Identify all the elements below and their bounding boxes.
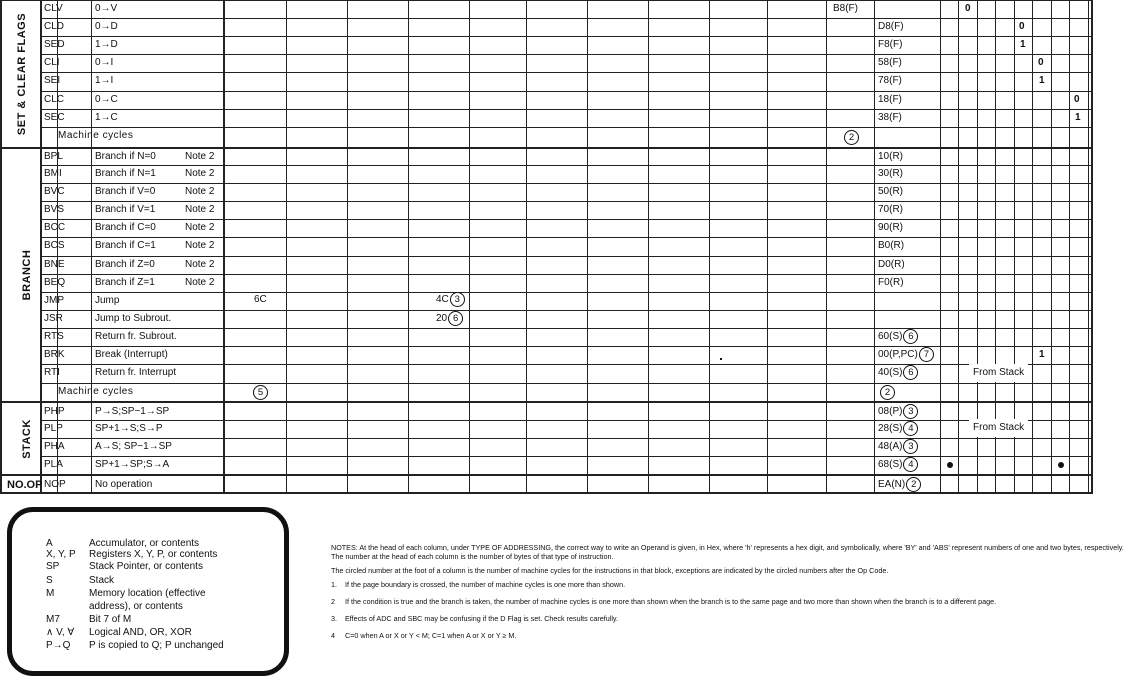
cycles-circle: 2 — [906, 477, 921, 492]
mnemonic-cell: CLC — [44, 94, 65, 105]
mnemonic-cell: PLP — [44, 423, 63, 434]
operation-cell: Jump — [95, 295, 120, 306]
opcode-cell — [878, 148, 903, 166]
mnemonic-cell: JMP — [44, 295, 64, 306]
machine-cycles-label: Machine cycles — [58, 386, 134, 397]
opcode-value: 00(P,PC) — [878, 349, 918, 360]
column-divider — [469, 0, 470, 494]
operation-cell: Branch if Z=1 — [95, 277, 155, 288]
opcode-cell — [878, 165, 903, 183]
operation-cell: No operation — [95, 479, 153, 490]
mnemonic-cell: NOP — [44, 479, 66, 490]
operation-cell: Branch if N=1 — [95, 168, 156, 179]
row-divider — [40, 420, 1092, 421]
opcode-value: 10(R) — [878, 151, 904, 162]
opcode-cell — [878, 456, 918, 474]
operation-cell: A→S; SP−1→SP — [95, 441, 172, 452]
operation-cell: 0→D — [95, 21, 118, 32]
mnemonic-cell: SED — [44, 39, 65, 50]
legend-value: Bit 7 of M — [89, 614, 132, 625]
row-divider — [40, 91, 1092, 92]
jmp-absolute-code — [436, 291, 465, 309]
row-divider — [40, 346, 1092, 347]
row-divider — [40, 456, 1092, 457]
mnemonic-cell: RTS — [44, 331, 64, 342]
row-divider — [40, 54, 1092, 55]
opcode-cell — [878, 91, 902, 109]
flag-i-cli: 0 — [1038, 57, 1044, 68]
note-ref: Note 2 — [185, 204, 215, 215]
legend-key: M7 — [46, 614, 60, 625]
legend-value: Memory location (effective — [89, 588, 206, 599]
cycles-circle: 4 — [903, 421, 918, 436]
operation-cell: Jump to Subrout. — [95, 313, 172, 324]
note-text: Effects of ADC and SBC may be confusing if the D Flag is set. Check results carefully. — [345, 614, 618, 623]
legend-value: Accumulator, or contents — [89, 538, 200, 549]
opcode-value: 70(R) — [878, 204, 904, 215]
note-text: If the page boundary is crossed, the number of machine cycles is one more than shown. — [345, 580, 626, 589]
column-divider — [347, 0, 348, 494]
opcode-value: 60(S) — [878, 331, 903, 342]
opcode-value: 58(F) — [878, 57, 902, 68]
brk-mark — [720, 358, 722, 360]
row-divider — [40, 364, 1092, 365]
opcode-cell — [878, 72, 902, 90]
jmp-indirect-code: 6C — [254, 294, 267, 305]
machine-cycles-label: Machine cycles — [58, 130, 134, 141]
operation-cell: 0→V — [95, 3, 118, 14]
opcode-cell — [878, 219, 903, 237]
column-divider — [1051, 0, 1052, 494]
column-divider — [874, 0, 875, 494]
mnemonic-cell: JSR — [44, 313, 63, 324]
note-text: If the condition is true and the branch is taken, the number of machine cycles is one more than shown when the branch is to the same page and two more than shown when the branch is to a different page. — [345, 597, 997, 606]
opcode-cell — [878, 420, 918, 438]
mnemonic-cell: PHP — [44, 406, 65, 417]
column-divider — [767, 0, 768, 494]
cycles-circle-branch-indirect: 5 — [253, 385, 268, 400]
jsr-absolute-code — [436, 310, 463, 328]
flag-b-brk: 1 — [1039, 349, 1045, 360]
operation-cell: SP+1→S;S→P — [95, 423, 163, 434]
opcode-cell — [878, 201, 903, 219]
opcode-value: 50(R) — [878, 186, 904, 197]
cycles-circle: 3 — [450, 292, 465, 307]
mnemonic-cell: BNE — [44, 259, 65, 270]
operation-cell: Branch if V=0 — [95, 186, 156, 197]
section-label-no-op: NO.OP — [7, 479, 43, 491]
cycles-circle-branch-implied: 2 — [880, 385, 895, 400]
note-ref: Note 2 — [185, 277, 215, 288]
opcode-cell — [878, 364, 918, 382]
row-divider — [40, 328, 1092, 329]
operation-cell: Break (Interrupt) — [95, 349, 168, 360]
operation-cell: Return fr. Interrupt — [95, 367, 177, 378]
operation-cell: Branch if C=1 — [95, 240, 156, 251]
opcode-cell — [878, 256, 905, 274]
legend-key: M — [46, 588, 55, 599]
legend-key: A — [46, 538, 53, 549]
row-divider — [40, 292, 1092, 293]
opcode-value: 48(A) — [878, 441, 903, 452]
legend-key: ∧ V, ∀ — [46, 627, 75, 638]
mnemonic-cell: PLA — [44, 459, 63, 470]
opcode-value: F0(R) — [878, 277, 904, 288]
column-divider — [826, 0, 827, 494]
notes — [331, 543, 1131, 648]
opcode-value: 90(R) — [878, 222, 904, 233]
flag-d-sed: 1 — [1020, 39, 1026, 50]
column-divider — [648, 0, 649, 494]
note-item — [331, 631, 1131, 640]
row-divider — [40, 127, 1092, 128]
opcode-value: B0(R) — [878, 240, 905, 251]
column-divider — [286, 0, 287, 494]
row-divider — [40, 438, 1092, 439]
table-right-border — [1091, 0, 1093, 494]
operation-cell: P→S;SP−1→SP — [95, 406, 170, 417]
mnemonic-cell: BCS — [44, 240, 65, 251]
opcode-value: 68(S) — [878, 459, 903, 470]
row-divider — [40, 36, 1092, 37]
cycles-circle: 6 — [903, 329, 918, 344]
cycles-circle: 3 — [903, 404, 918, 419]
legend-key: SP — [46, 561, 60, 572]
note-ref: Note 2 — [185, 168, 215, 179]
flag-c-sec: 1 — [1075, 112, 1081, 123]
pla-z-flag-dot — [1058, 462, 1064, 468]
opcode-value: 28(S) — [878, 423, 903, 434]
operation-cell: Return fr. Subrout. — [95, 331, 177, 342]
legend-key: S — [46, 575, 53, 586]
opcode-value: 78(F) — [878, 75, 902, 86]
mnemonic-cell: BRK — [44, 349, 65, 360]
mnemonic-cell: PHA — [44, 441, 65, 452]
section-label-set-clear: SET & CLEAR FLAGS — [16, 12, 28, 136]
opcode-value: EA(N) — [878, 479, 906, 490]
row-divider — [40, 72, 1092, 73]
jmp-absolute-value: 4C — [436, 294, 449, 305]
plp-from-stack: From Stack — [969, 419, 1028, 437]
note-item — [331, 580, 1131, 589]
note-ref: Note 2 — [185, 222, 215, 233]
row-divider — [40, 310, 1092, 311]
jsr-absolute-value: 20 — [436, 313, 448, 324]
note-item — [331, 614, 1131, 623]
column-divider — [1032, 0, 1033, 494]
column-divider — [40, 0, 42, 494]
cycles-circle-set-clear: 2 — [844, 130, 859, 145]
operation-cell: Branch if N=0 — [95, 151, 156, 162]
note-number: 2 — [331, 597, 335, 606]
section-divider — [0, 474, 1092, 476]
operation-cell: 0→I — [95, 57, 114, 68]
opcode-cell — [833, 0, 858, 18]
opcode-cell — [878, 54, 902, 72]
note-ref: Note 2 — [185, 240, 215, 251]
opcode-value: 08(P) — [878, 406, 903, 417]
opcode-value: 40(S) — [878, 367, 903, 378]
column-divider — [940, 0, 941, 494]
legend-value: Stack — [89, 575, 115, 586]
note-number: 3. — [331, 614, 337, 623]
table-bottom-border — [0, 492, 1092, 494]
operation-cell: Branch if C=0 — [95, 222, 156, 233]
operation-cell: 1→I — [95, 75, 114, 86]
mnemonic-cell: BVS — [44, 204, 65, 215]
note-number: 1. — [331, 580, 337, 589]
row-divider — [40, 18, 1092, 19]
opcode-cell — [878, 476, 921, 494]
operation-cell: Branch if V=1 — [95, 204, 156, 215]
legend-value: P is copied to Q; P unchanged — [89, 640, 224, 651]
mnemonic-cell: SEI — [44, 75, 61, 86]
mnemonic-cell: BEQ — [44, 277, 66, 288]
section-label-branch: BRANCH — [21, 249, 33, 301]
opcode-cell — [878, 36, 902, 54]
legend-value: Registers X, Y, P, or contents — [89, 549, 218, 560]
opcode-cell — [878, 346, 934, 364]
note-text: C=0 when A or X or Y < M; C=1 when A or X or Y ≥ M. — [345, 631, 517, 640]
note-ref: Note 2 — [185, 186, 215, 197]
column-divider — [1088, 0, 1089, 494]
opcode-value: 38(F) — [878, 112, 902, 123]
rti-from-stack: From Stack — [969, 364, 1028, 382]
column-divider — [408, 0, 409, 494]
opcode-cell — [878, 183, 903, 201]
opcode-value: B8(F) — [833, 3, 858, 14]
legend-value: Logical AND, OR, XOR — [89, 627, 192, 638]
operation-cell: 0→C — [95, 94, 118, 105]
opcode-cell — [878, 237, 904, 255]
opcode-value: D8(F) — [878, 21, 904, 32]
opcode-cell — [878, 109, 902, 127]
cycles-circle: 6 — [903, 365, 918, 380]
opcode-value: F8(F) — [878, 39, 903, 50]
cycles-circle: 3 — [903, 439, 918, 454]
row-divider — [40, 109, 1092, 110]
opcode-cell — [878, 274, 904, 292]
mnemonic-cell: BPL — [44, 151, 63, 162]
mnemonic-cell: BVC — [44, 186, 65, 197]
cycles-circle: 6 — [448, 311, 463, 326]
operation-cell: SP+1→SP;S→A — [95, 459, 170, 470]
note-ref: Note 2 — [185, 151, 215, 162]
section-divider — [0, 147, 1092, 149]
note-item — [331, 597, 1131, 606]
opcode-cell — [878, 403, 918, 421]
note-ref: Note 2 — [185, 259, 215, 270]
opcode-cell — [878, 18, 904, 36]
legend-key: X, Y, P — [46, 549, 76, 560]
mnemonic-cell: SEC — [44, 112, 65, 123]
mnemonic-cell: CLI — [44, 57, 60, 68]
column-divider — [709, 0, 710, 494]
opcode-value: 30(R) — [878, 168, 904, 179]
flag-i-sei: 1 — [1039, 75, 1045, 86]
cycles-circle: 4 — [903, 457, 918, 472]
table-top-border — [0, 0, 1092, 1]
mnemonic-cell: BMI — [44, 168, 62, 179]
column-divider — [958, 0, 959, 494]
mnemonic-cell: CLD — [44, 21, 65, 32]
opcode-value: 18(F) — [878, 94, 902, 105]
flag-c-clc: 0 — [1074, 94, 1080, 105]
column-divider — [91, 0, 92, 494]
legend-value: Stack Pointer, or contents — [89, 561, 203, 572]
mnemonic-cell: RTI — [44, 367, 60, 378]
operation-cell: Branch if Z=0 — [95, 259, 155, 270]
note-number: 4 — [331, 631, 335, 640]
opcode-value: D0(R) — [878, 259, 905, 270]
flag-v-clv: 0 — [965, 3, 971, 14]
column-divider — [0, 0, 2, 494]
operation-cell: 1→C — [95, 112, 118, 123]
flag-d-cld: 0 — [1019, 21, 1025, 32]
notes-circled: The circled number at the foot of a column is the number of machine cycles for the instructions in that block, exceptions are indicated by the circled numbers after the Op Code. — [331, 566, 889, 575]
legend-value: address), or contents — [89, 601, 183, 612]
operation-cell: 1→D — [95, 39, 118, 50]
opcode-cell — [878, 438, 918, 456]
cycles-circle: 7 — [919, 347, 934, 362]
mnemonic-cell: CLV — [44, 3, 63, 14]
column-divider — [587, 0, 588, 494]
pla-n-flag-dot — [947, 462, 953, 468]
section-label-stack: STACK — [21, 419, 33, 459]
mnemonic-cell: BCC — [44, 222, 66, 233]
row-divider — [40, 383, 1092, 384]
notes-intro: NOTES: At the head of each column, under TYPE OF ADDRESSING, the correct way to write an Operand is given, in Hex, where 'h' represents a hex digit, and symbolically, where 'BY' and 'ABS' represent numbers of one and two bytes, respectively. The number at the head of each column is the number of bytes of that type of instruction. — [331, 543, 1124, 561]
column-divider — [1069, 0, 1070, 494]
opcode-cell — [878, 328, 918, 346]
column-divider — [526, 0, 527, 494]
column-divider — [223, 0, 225, 494]
legend-key: P→Q — [46, 640, 71, 651]
